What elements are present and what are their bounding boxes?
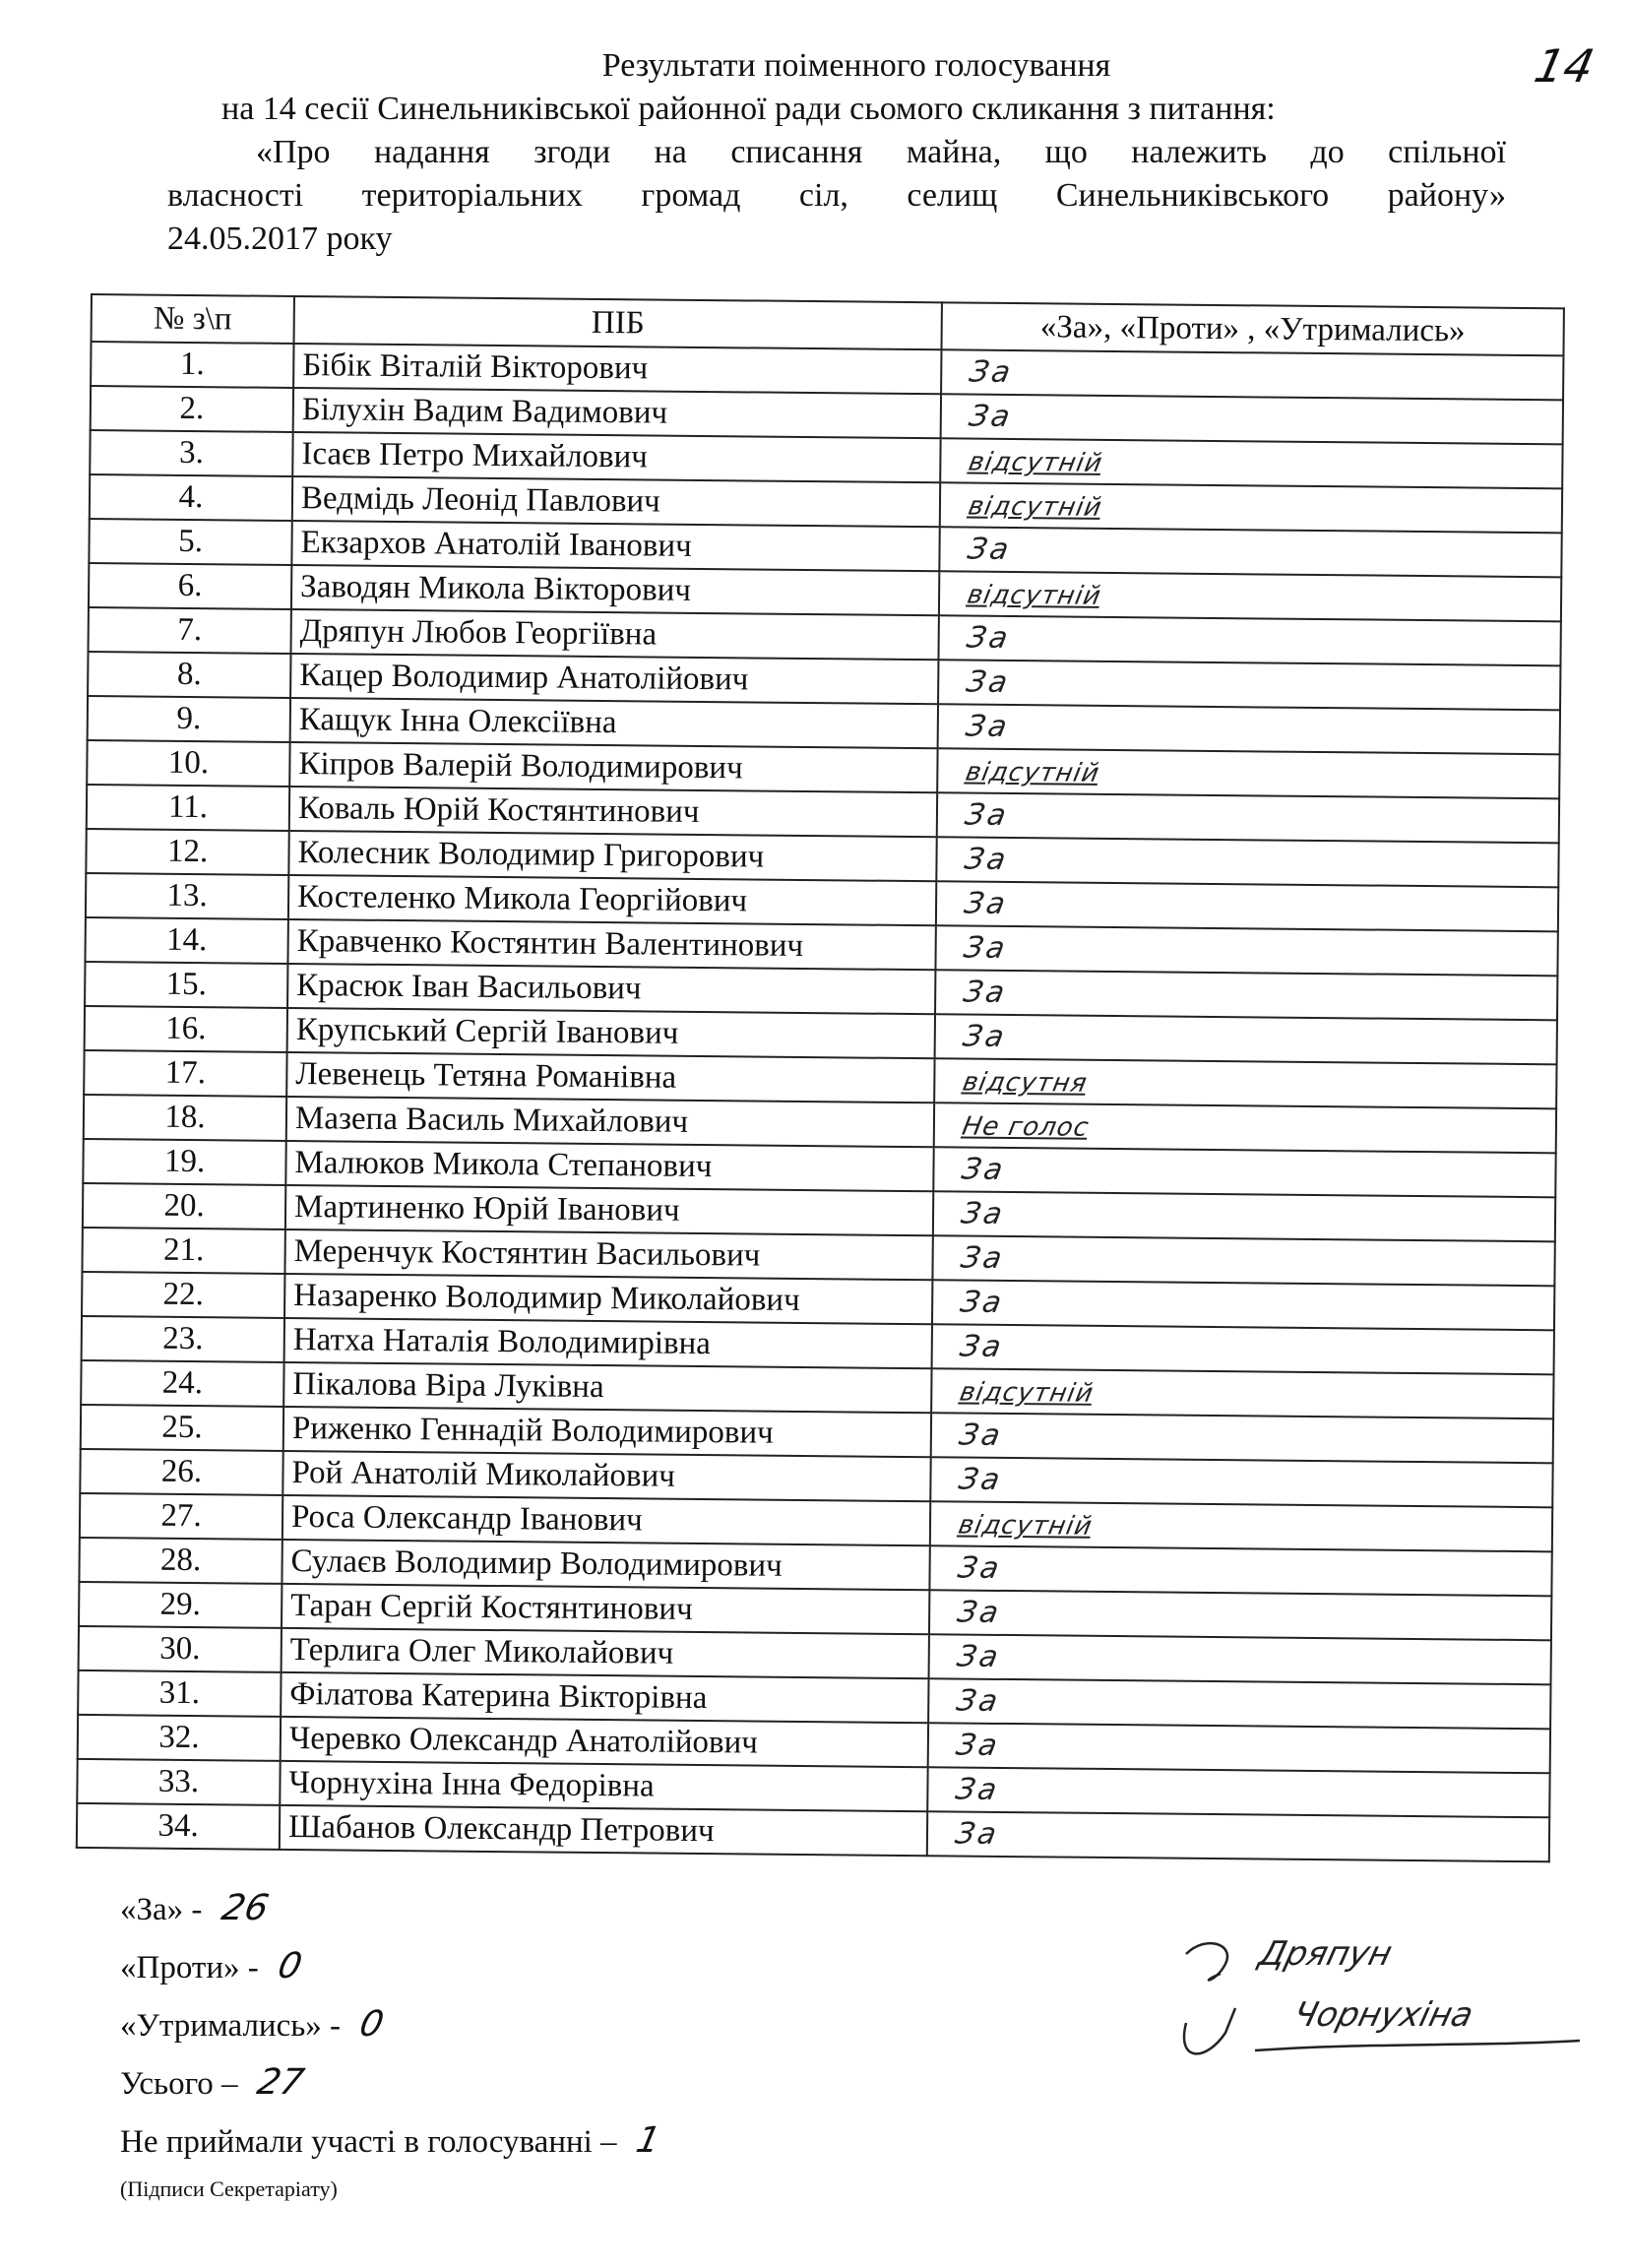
row-vote-cell (935, 1014, 1557, 1064)
row-vote-cell (927, 1767, 1549, 1817)
row-deputy-name: Кацер Володимир Анатолійович (290, 654, 938, 704)
row-deputy-name: Білухін Вадим Вадимович (293, 388, 941, 438)
row-deputy-name: Колесник Володимир Григорович (288, 831, 936, 881)
row-deputy-name: Мазепа Василь Михайлович (286, 1097, 934, 1147)
row-vote-cell (940, 438, 1562, 488)
summary-total-label: Усього – (120, 2066, 238, 2102)
row-deputy-name: Кравченко Костянтин Валентинович (287, 919, 935, 970)
page-number: 14 (1530, 39, 1600, 93)
summary-abstain-label: «Утримались» - (120, 2008, 342, 2044)
row-vote-value: За (954, 1683, 1004, 1719)
row-deputy-name: Таран Сергій Костянтинович (282, 1584, 929, 1634)
row-vote-cell (937, 792, 1559, 843)
row-vote-value: За (957, 1285, 1008, 1320)
row-vote-cell (936, 881, 1558, 931)
row-deputy-name: Сулаєв Володимир Володимирович (282, 1540, 929, 1590)
summary-abstain (120, 1996, 659, 2054)
summary-abstain-value: 0 (356, 2004, 388, 2045)
row-number: 8. (88, 652, 290, 698)
row-vote-cell (933, 1191, 1555, 1241)
row-vote-value: За (961, 930, 1011, 966)
row-vote-value: За (953, 1772, 1003, 1807)
row-vote-cell (929, 1590, 1551, 1640)
row-vote-cell (938, 615, 1560, 665)
row-deputy-name: Риженко Геннадій Володимирович (283, 1407, 931, 1457)
row-vote-cell (934, 1058, 1556, 1108)
row-vote-cell (927, 1811, 1549, 1861)
row-number: 12. (86, 829, 288, 875)
row-vote-value: За (962, 842, 1012, 877)
row-deputy-name: Екзархов Анатолій Іванович (291, 521, 939, 571)
header-date: 24.05.2017 року (167, 220, 393, 257)
row-number: 17. (84, 1050, 286, 1097)
row-deputy-name: Роса Олександр Іванович (282, 1495, 930, 1545)
row-deputy-name: Ведмідь Леонід Павлович (292, 476, 940, 527)
row-vote-value: За (966, 399, 1016, 434)
row-vote-value: За (956, 1462, 1006, 1497)
row-deputy-name: Малюков Микола Степанович (285, 1141, 933, 1191)
row-vote-cell (935, 925, 1557, 976)
row-vote-cell (941, 349, 1563, 400)
row-vote-cell (936, 837, 1558, 887)
summary-for (120, 1880, 659, 1938)
row-vote-value: відсутній (965, 580, 1104, 611)
row-vote-value: За (954, 1595, 1005, 1630)
row-vote-cell (929, 1545, 1551, 1596)
row-number: 16. (85, 1006, 287, 1052)
row-vote-value: Не голос (960, 1111, 1092, 1143)
row-vote-cell (930, 1457, 1552, 1507)
row-vote-value: відсутня (960, 1067, 1091, 1099)
secretariat-signatures (1166, 1924, 1590, 2072)
signatures-caption: (Підписи Секретаріату) (120, 2176, 338, 2201)
header-session: на 14 сесії Синельниківської районної ради сьомого скликання з питання: (221, 91, 1276, 127)
row-deputy-name: Шабанов Олександр Петрович (280, 1805, 927, 1856)
row-deputy-name: Костеленко Микола Георгійович (288, 875, 936, 925)
row-vote-value: За (956, 1418, 1006, 1453)
row-number: 5. (89, 519, 291, 565)
row-vote-value: відсутній (966, 447, 1105, 478)
row-vote-value: За (954, 1639, 1004, 1674)
row-number: 15. (85, 962, 287, 1008)
row-number: 18. (84, 1095, 286, 1141)
row-number: 27. (80, 1493, 282, 1540)
row-deputy-name: Красюк Іван Васильович (287, 964, 935, 1014)
summary-not-voted (120, 2112, 664, 2171)
row-vote-cell (932, 1235, 1554, 1286)
row-deputy-name: Кіпров Валерій Володимирович (289, 742, 937, 792)
row-vote-value: За (955, 1550, 1005, 1586)
row-deputy-name: Заводян Микола Вікторович (291, 565, 939, 615)
row-vote-cell (928, 1678, 1550, 1729)
summary-not-voted-label: Не приймали участі в голосуванні – (120, 2124, 617, 2160)
summary-for-label: «За» - (120, 1892, 203, 1927)
row-vote-value: За (963, 709, 1013, 744)
row-deputy-name: Назаренко Володимир Миколайович (284, 1274, 932, 1324)
row-vote-cell (937, 748, 1559, 798)
row-vote-value: За (964, 620, 1014, 656)
row-vote-value: За (952, 1816, 1002, 1852)
row-vote-value: відсутній (957, 1377, 1097, 1409)
row-deputy-name: Рой Анатолій Миколайович (282, 1451, 930, 1501)
row-vote-cell (932, 1324, 1554, 1374)
row-number: 32. (78, 1715, 281, 1761)
row-number: 7. (89, 607, 291, 654)
row-vote-value: За (961, 886, 1011, 921)
row-number: 31. (78, 1670, 281, 1717)
row-number: 11. (87, 785, 289, 831)
summary-for-value: 26 (218, 1888, 272, 1928)
row-vote-value: За (963, 664, 1014, 700)
row-deputy-name: Дряпун Любов Георгіївна (290, 609, 938, 660)
header-num: № з\п (92, 294, 294, 344)
row-number: 9. (88, 696, 290, 742)
row-deputy-name: Левенець Тетяна Романівна (286, 1052, 934, 1102)
summary-against (120, 1938, 659, 1996)
row-vote-cell (940, 482, 1562, 533)
row-number: 33. (77, 1759, 280, 1805)
row-number: 3. (90, 430, 292, 476)
header-question-2: власності територіальних громад сіл, селищ Синельниківського району» (167, 177, 1506, 214)
row-vote-cell (931, 1368, 1553, 1418)
row-vote-value: відсутній (963, 757, 1102, 788)
row-vote-value: відсутній (956, 1510, 1096, 1542)
row-vote-value: За (953, 1728, 1003, 1763)
row-number: 25. (81, 1405, 283, 1451)
row-vote-cell (931, 1413, 1553, 1463)
header-vote: «За», «Проти» , «Утримались» (941, 302, 1563, 355)
row-vote-value: За (958, 1196, 1008, 1231)
row-vote-value: За (967, 354, 1017, 390)
row-deputy-name: Пікалова Віра Луківна (283, 1362, 931, 1413)
row-number: 13. (86, 873, 288, 919)
row-deputy-name: Терлига Олег Миколайович (282, 1628, 929, 1678)
row-vote-cell (939, 571, 1561, 621)
row-vote-value: За (959, 1152, 1009, 1187)
row-number: 19. (83, 1139, 285, 1185)
row-deputy-name: Бібік Віталій Вікторович (293, 344, 941, 394)
row-vote-value: За (965, 532, 1015, 567)
row-number: 10. (87, 740, 289, 787)
row-vote-value: За (957, 1329, 1007, 1364)
row-vote-cell (928, 1723, 1550, 1773)
signature-line-2: Чорнухіна (1289, 1995, 1477, 2035)
row-vote-cell (934, 1102, 1556, 1153)
header-title: Результати поіменного голосування (601, 47, 1111, 84)
row-deputy-name: Філатова Катерина Вікторівна (281, 1672, 928, 1723)
row-deputy-name: Коваль Юрій Костянтинович (289, 787, 937, 837)
summary-total (120, 2054, 659, 2112)
row-deputy-name: Натха Наталія Володимирівна (284, 1318, 932, 1368)
row-deputy-name: Кащук Інна Олексіївна (290, 698, 938, 748)
row-vote-cell (939, 527, 1561, 577)
row-deputy-name: Ісаєв Петро Михайлович (292, 432, 940, 482)
row-deputy-name: Крупський Сергій Іванович (287, 1008, 935, 1058)
row-number: 23. (82, 1316, 284, 1362)
row-number: 4. (90, 474, 292, 521)
row-number: 14. (85, 917, 287, 964)
row-vote-cell (929, 1634, 1551, 1684)
vote-table (76, 293, 1565, 1862)
header-name: ПІБ (294, 296, 942, 349)
row-number: 2. (91, 386, 293, 432)
row-deputy-name: Чорнухіна Інна Федорівна (280, 1761, 927, 1811)
row-number: 28. (79, 1538, 282, 1584)
row-vote-cell (930, 1501, 1552, 1551)
row-deputy-name: Мартиненко Юрій Іванович (285, 1185, 933, 1235)
summary-not-voted-value: 1 (632, 2120, 664, 2161)
signature-line-1: Дряпун (1255, 1934, 1397, 1974)
row-vote-cell (938, 660, 1560, 710)
row-deputy-name: Меренчук Костянтин Васильович (284, 1229, 932, 1280)
table-body (77, 342, 1564, 1861)
row-vote-cell (935, 970, 1557, 1020)
row-vote-value: За (962, 797, 1012, 833)
summary-against-label: «Проти» - (120, 1950, 259, 1985)
row-vote-cell (932, 1280, 1554, 1330)
row-vote-value: відсутній (966, 491, 1105, 523)
row-number: 1. (91, 342, 293, 388)
row-number: 30. (79, 1626, 282, 1672)
summary-total-value: 27 (253, 2062, 308, 2103)
row-number: 34. (77, 1803, 280, 1850)
summary-against-value: 0 (274, 1946, 306, 1986)
row-number: 6. (89, 563, 291, 609)
row-deputy-name: Черевко Олександр Анатолійович (281, 1717, 928, 1767)
row-number: 20. (83, 1183, 285, 1229)
row-vote-cell (938, 704, 1560, 754)
row-number: 21. (82, 1228, 284, 1274)
row-vote-value: За (960, 1019, 1010, 1054)
document-header (167, 44, 1506, 261)
row-vote-cell (941, 394, 1563, 444)
row-vote-value: За (960, 975, 1011, 1010)
row-number: 26. (80, 1449, 282, 1495)
vote-summary (120, 1880, 664, 2204)
row-number: 24. (81, 1360, 283, 1407)
row-number: 29. (79, 1582, 282, 1628)
row-vote-cell (933, 1147, 1555, 1197)
row-number: 22. (82, 1272, 284, 1318)
row-vote-value: За (958, 1240, 1008, 1276)
header-question-1: «Про надання згоди на списання майна, що належить до спільної (256, 134, 1506, 170)
